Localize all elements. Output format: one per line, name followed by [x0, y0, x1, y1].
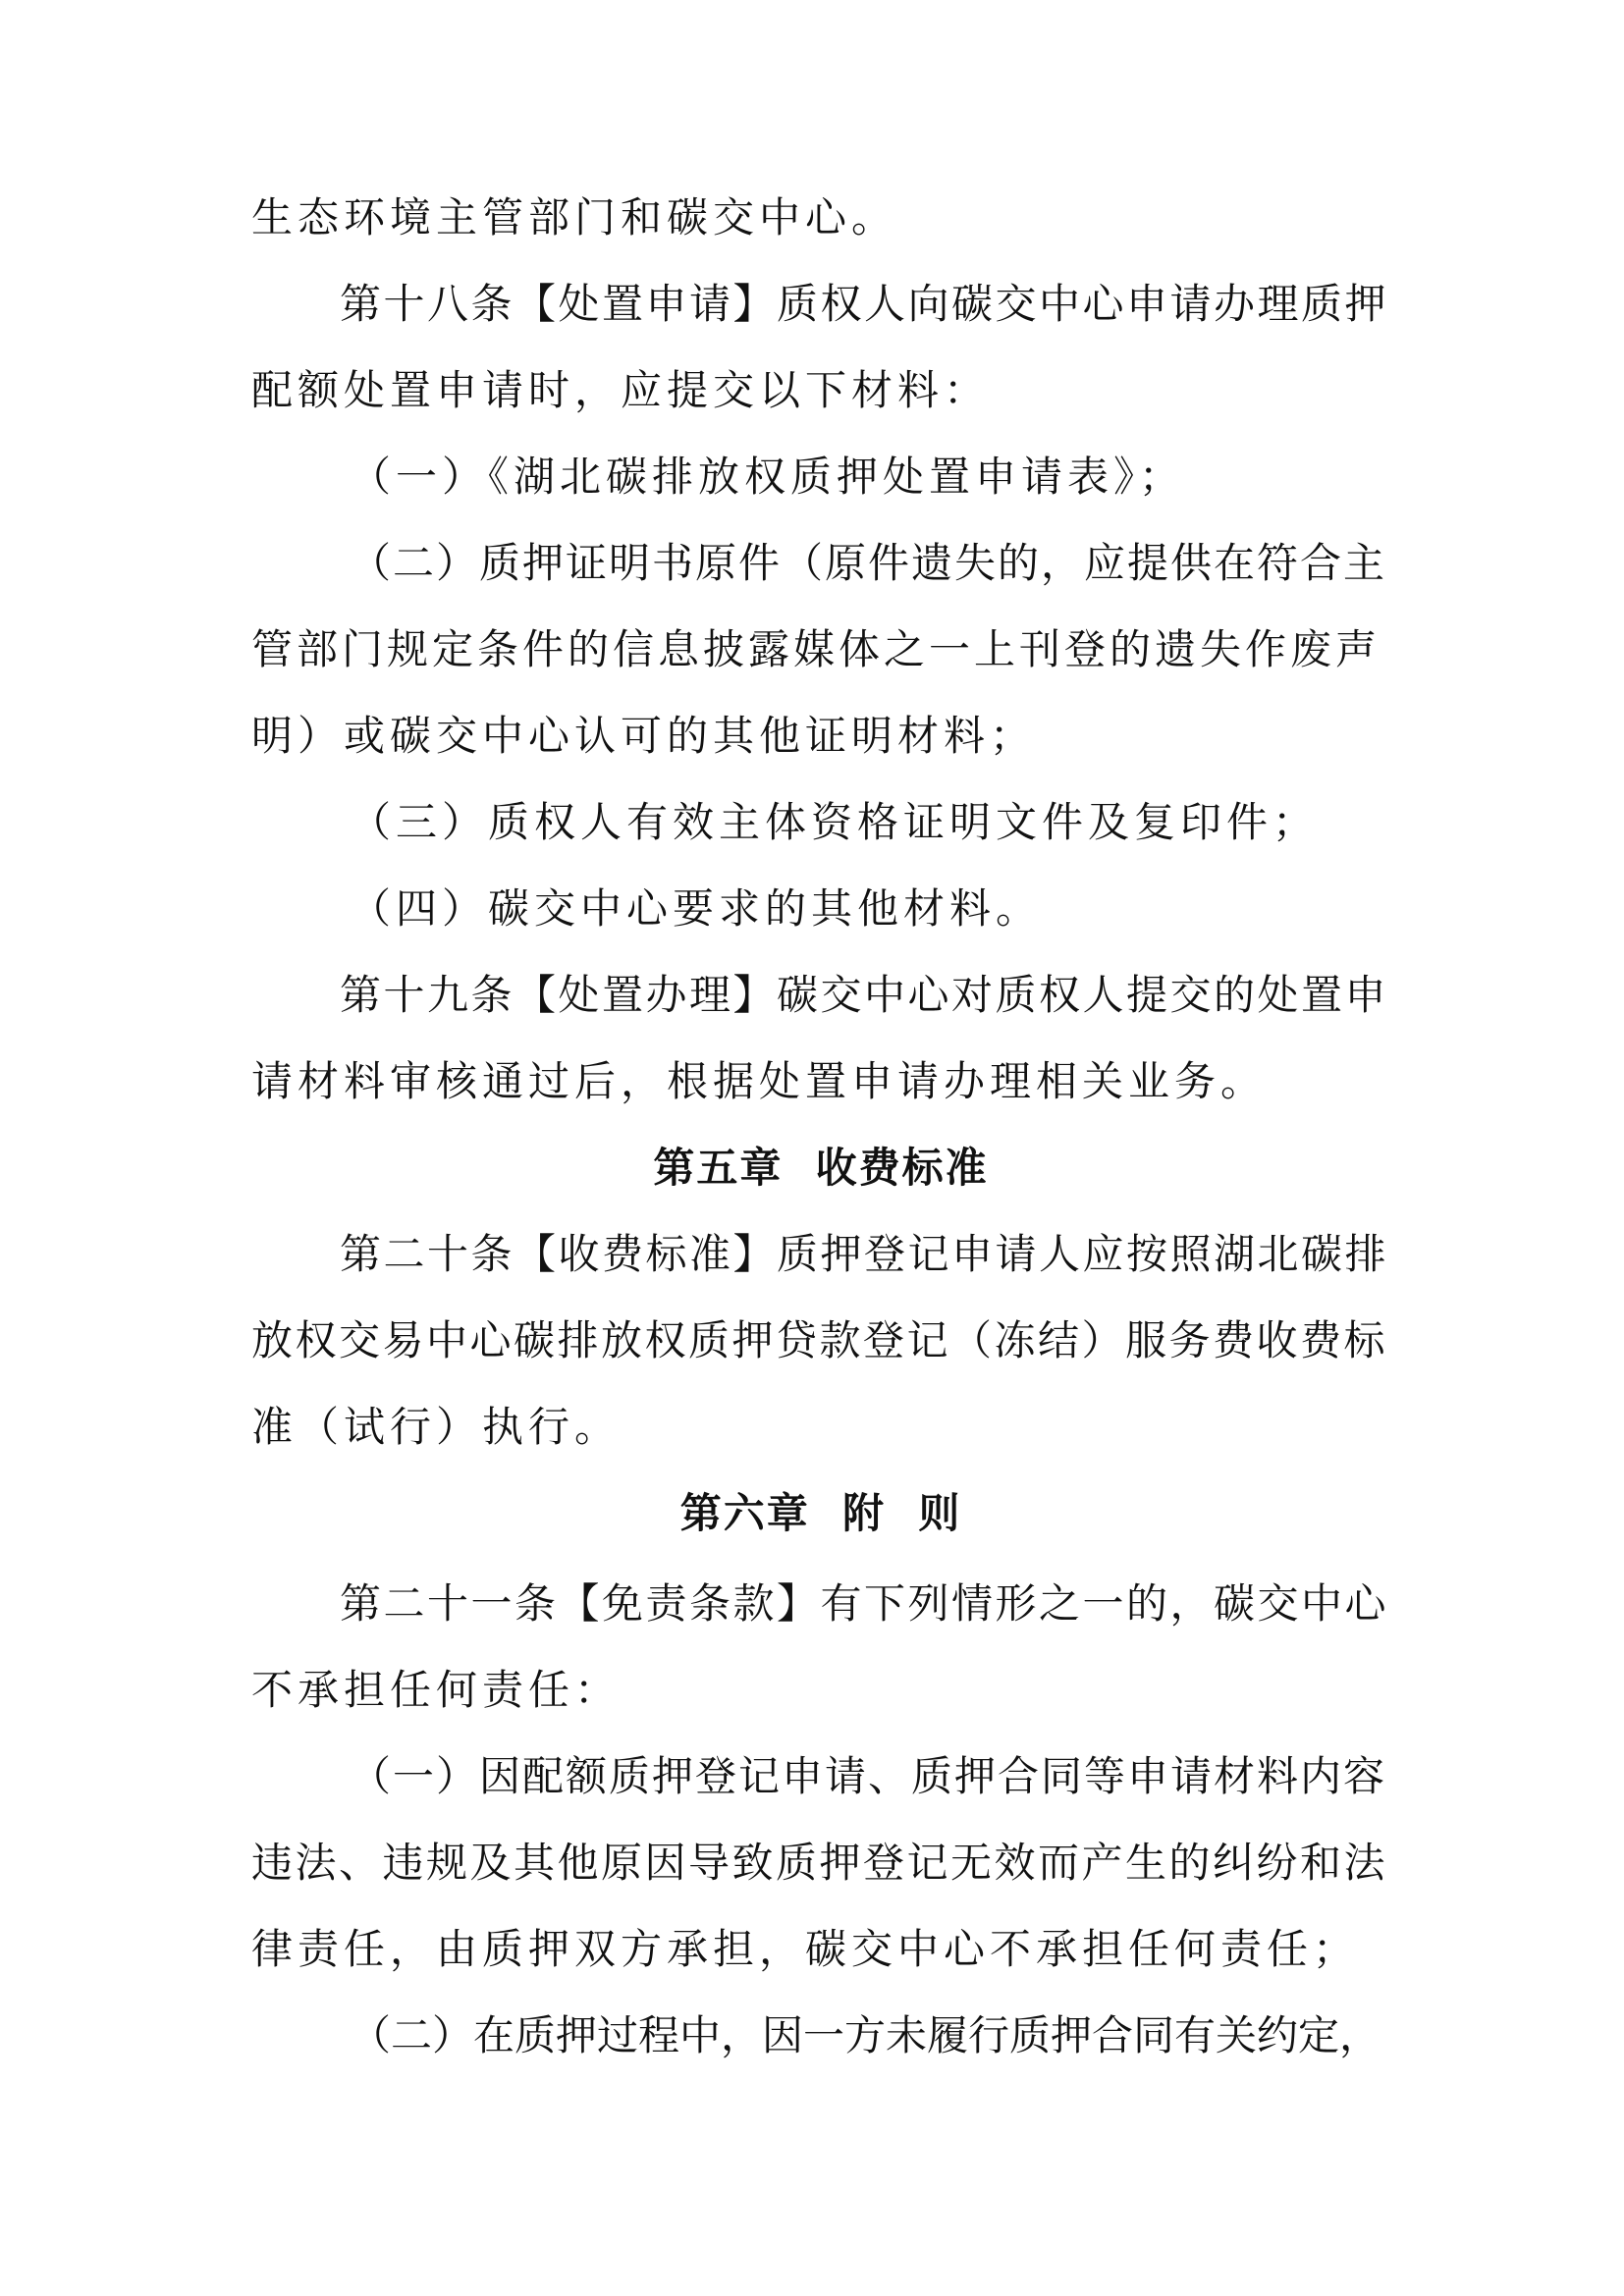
document-body	[251, 193, 1390, 2101]
paragraph-line: 律责任，由质押双方承担，碳交中心不承担任何责任；	[251, 1925, 1360, 1973]
list-item-line: （一）《湖北碳排放权质押处置申请表》；	[350, 453, 1186, 501]
paragraph-line: 不承担任何责任：	[251, 1666, 622, 1714]
paragraph-line: 准（试行）执行。	[251, 1403, 622, 1451]
paragraph-line: 生态环境主管部门和碳交中心。	[251, 193, 898, 241]
list-item-line: （二）质押证明书原件（原件遗失的，应提供在符合主	[350, 539, 1387, 587]
article-21-line: 第二十一条【免责条款】有下列情形之一的，碳交中心	[340, 1579, 1389, 1628]
chapter-6-heading: 第六章 附 则	[679, 1489, 962, 1537]
article-18-line: 第十八条【处置申请】质权人向碳交中心申请办理质押	[340, 280, 1389, 328]
paragraph-line: 放权交易中心碳排放权质押贷款登记（冻结）服务费收费标	[251, 1316, 1388, 1364]
paragraph-line: 管部门规定条件的信息披露媒体之一上刊登的遗失作废声	[251, 625, 1381, 673]
chapter-5-heading: 第五章 收费标准	[653, 1144, 989, 1192]
list-item-line: （二）在质押过程中，因一方未履行质押合同有关约定，	[350, 2011, 1381, 2059]
article-20-line: 第二十条【收费标准】质押登记申请人应按照湖北碳排	[340, 1230, 1389, 1278]
paragraph-line: 请材料审核通过后，根据处置申请办理相关业务。	[251, 1057, 1268, 1105]
article-19-line: 第十九条【处置办理】碳交中心对质权人提交的处置申	[340, 971, 1389, 1019]
list-item-line: （一）因配额质押登记申请、质押合同等申请材料内容	[350, 1752, 1387, 1800]
list-item-line: （三）质权人有效主体资格证明文件及复印件；	[350, 798, 1320, 846]
list-item-line: （四）碳交中心要求的其他材料。	[350, 884, 1043, 933]
paragraph-line: 明）或碳交中心认可的其他证明材料；	[251, 712, 1037, 760]
paragraph-line: 配额处置申请时，应提交以下材料：	[251, 366, 991, 414]
paragraph-line: 违法、违规及其他原因导致质押登记无效而产生的纠纷和法	[251, 1839, 1388, 1887]
